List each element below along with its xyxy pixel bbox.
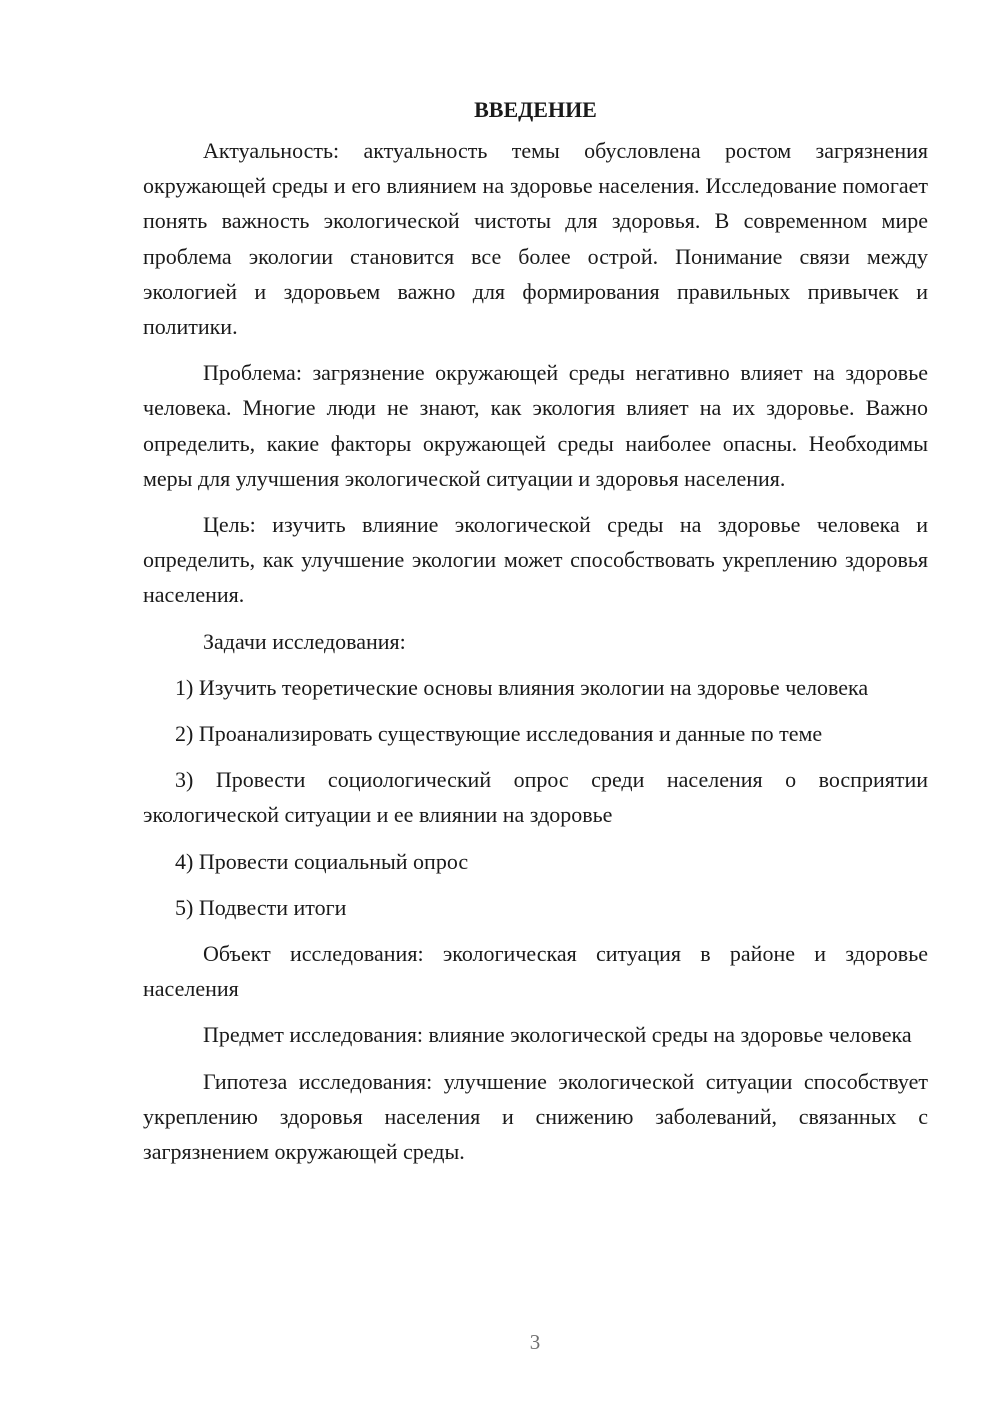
goal-paragraph: Цель: изучить влияние экологической среды на здоровье человека и определить, как улучшение экологии может способствовать укреплению здоровья населения. bbox=[143, 512, 928, 608]
object-paragraph: Объект исследования: экологическая ситуация в районе и здоровье населения bbox=[143, 941, 928, 1002]
subject-paragraph: Предмет исследования: влияние экологической среды на здоровье человека bbox=[203, 1022, 912, 1048]
relevance-paragraph: Актуальность: актуальность темы обусловлена ростом загрязнения окружающей среды и его влиянием на здоровье населения. Исследование помогает понять важность экологической чистоты для здоровья. В современном мире проблема экологии становится все более острой. Понимание связи между экологией и здоровьем важно для формирования правильных привычек и политики. bbox=[143, 138, 928, 340]
hypothesis-paragraph: Гипотеза исследования: улучшение экологической ситуации способствует укреплению здоровья населения и снижению заболеваний, связанных с загрязнением окружающей среды. bbox=[143, 1068, 928, 1165]
problem-paragraph: Проблема: загрязнение окружающей среды негативно влияет на здоровье человека. Многие люди не знают, как экология влияет на их здоровье. Важно определить, какие факторы окружающей среды наиболее опасны. Необходимы меры для улучшения экологической ситуации и здоровья населения. bbox=[143, 360, 928, 491]
task-item-2: 2) Проанализировать существующие исследования и данные по теме bbox=[175, 721, 823, 747]
tasks-heading: Задачи исследования: bbox=[203, 628, 406, 654]
task-item-3: 3) Провести социологический опрос среди населения о восприятии экологической ситуации и ее влиянии на здоровье bbox=[143, 767, 928, 828]
task-item-5: 5) Подвести итоги bbox=[175, 894, 347, 920]
page-title: ВВЕДЕНИЕ bbox=[474, 97, 597, 122]
document-page bbox=[143, 92, 928, 1169]
task-item-1: 1) Изучить теоретические основы влияния экологии на здоровье человека bbox=[175, 674, 869, 700]
page-number: 3 bbox=[529, 1330, 541, 1354]
task-item-4: 4) Провести социальный опрос bbox=[175, 848, 469, 874]
